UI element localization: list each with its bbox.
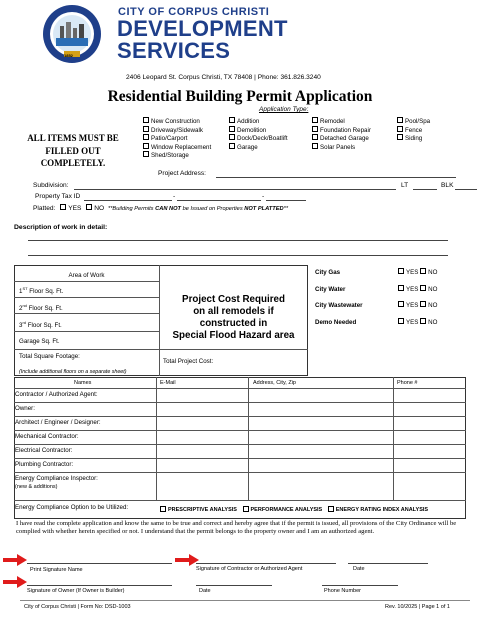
application-type-col-4 — [397, 118, 430, 144]
plat-note: **Building Permits CAN NOT be Issued on Properties NOT PLATTED** — [108, 206, 289, 212]
date-field-1[interactable] — [348, 563, 428, 564]
utility-demo-needed-options[interactable]: YES NO — [398, 319, 437, 326]
platted-no[interactable]: NO — [86, 205, 104, 212]
tax-id-label: Property Tax ID — [35, 193, 81, 200]
energy-option-performance[interactable]: PERFORMANCE ANALYSIS — [243, 507, 323, 513]
checkbox-window-replacement[interactable]: Window Replacement — [143, 144, 211, 153]
tax-id-dash-2: - — [262, 193, 265, 200]
seal-year: 1852 — [64, 53, 73, 58]
utility-city-gas-label: City Gas — [315, 269, 341, 276]
project-address-label: Project Address: — [158, 170, 207, 177]
checkbox-shed-storage[interactable]: Shed/Storage — [143, 152, 211, 161]
floor2-label: 2nd Floor Sq. Ft. — [19, 303, 63, 313]
page-title: Residential Building Permit Application — [107, 88, 373, 105]
utility-demo-needed-label: Demo Needed — [315, 319, 357, 326]
phone-number-field[interactable] — [322, 585, 398, 586]
checkbox-patio-carport[interactable]: Patio/Carport — [143, 135, 211, 144]
lt-field[interactable] — [413, 189, 437, 190]
application-type-label: Application Type: — [259, 106, 309, 113]
contacts-table — [14, 377, 466, 519]
contractor-signature-label: Signature of Contractor or Authorized Agent — [196, 566, 303, 572]
contacts-row-contractor[interactable]: Contractor / Authorized Agent: — [15, 391, 98, 398]
tax-id-field-1[interactable] — [84, 200, 172, 201]
tax-id-field-3[interactable] — [266, 200, 306, 201]
print-signature-name-field[interactable] — [27, 563, 172, 564]
checkbox-driveway-sidewalk[interactable]: Driveway/Sidewalk — [143, 127, 211, 136]
contacts-row-plumbing[interactable]: Plumbing Contractor: — [15, 461, 74, 468]
contacts-row-architect[interactable]: Architect / Engineer / Designer: — [15, 419, 101, 426]
checkbox-dock-deck-boatlift[interactable]: Dock/Deck/Boatlift — [229, 135, 288, 144]
department-name-line1: DEVELOPMENT — [117, 16, 288, 41]
subdivision-field[interactable] — [74, 189, 396, 190]
contacts-row-electrical[interactable]: Electrical Contractor: — [15, 447, 73, 454]
contractor-signature-field[interactable] — [196, 563, 336, 564]
application-type-col-3 — [312, 118, 371, 152]
project-address-field[interactable] — [216, 177, 456, 178]
date-field-2[interactable] — [196, 585, 272, 586]
checkbox-remodel[interactable]: Remodel — [312, 118, 371, 127]
lt-label: LT — [401, 182, 409, 189]
description-label: Description of work in detail: — [14, 224, 108, 231]
floor1-label: 1ST Floor Sq. Ft. — [19, 286, 64, 296]
energy-option-prescriptive[interactable]: PRESCRIPTIVE ANALYSIS — [160, 507, 237, 513]
garage-label: Garage Sq. Ft. — [19, 338, 60, 345]
tax-id-field-2[interactable] — [177, 200, 261, 201]
energy-option-label: Energy Compliance Option to be Utilized: — [15, 504, 129, 511]
utility-city-wastewater-label: City Wastewater — [315, 302, 363, 309]
checkbox-addition[interactable]: Addition — [229, 118, 288, 127]
energy-options — [160, 507, 428, 513]
owner-signature-field[interactable] — [27, 585, 172, 586]
total-sq-ft-label: Total Square Footage: — [19, 353, 80, 360]
utility-city-water-label: City Water — [315, 286, 346, 293]
platted-label: Platted: — [33, 205, 56, 212]
checkbox-foundation-repair[interactable]: Foundation Repair — [312, 127, 371, 136]
utility-city-water-options[interactable]: YES NO — [398, 286, 437, 293]
checkbox-garage[interactable]: Garage — [229, 144, 288, 153]
contacts-row-mechanical[interactable]: Mechanical Contractor: — [15, 433, 79, 440]
signature-arrow-icon-1 — [2, 553, 28, 572]
blk-field[interactable] — [455, 189, 477, 190]
footer-form-number: City of Corpus Christi | Form No: DSD-1003 — [24, 604, 131, 610]
all-items-notice: ALL ITEMS MUST BE FILLED OUT COMPLETELY. — [27, 133, 119, 168]
checkbox-siding[interactable]: Siding — [397, 135, 430, 144]
contacts-header-address: Address, City, Zip — [253, 380, 296, 386]
subdivision-label: Subdivision: — [33, 182, 69, 189]
date-label-1: Date — [353, 566, 365, 572]
area-of-work-header: Area of Work — [68, 272, 105, 279]
checkbox-detached-garage[interactable]: Detached Garage — [312, 135, 371, 144]
agreement-text: I have read the complete application and know the same to be true and correct and hereby agree that if the permit is issued, all provisions of the City Ordinance will be complied with whether herein specified or not. I understand that the permit belongs to the property owner and I am an authorized agent. — [16, 520, 457, 536]
checkbox-fence[interactable]: Fence — [397, 127, 430, 136]
utility-city-gas-options[interactable]: YES NO — [398, 269, 437, 276]
platted-row — [33, 205, 104, 212]
signature-arrow-icon-3 — [2, 575, 28, 594]
city-name: CITY OF CORPUS CHRISTI — [118, 6, 270, 18]
project-cost-required: Project Cost Required on all remodels if constructed in Special Flood Hazard area — [172, 294, 295, 341]
description-line-1[interactable] — [28, 240, 448, 241]
utility-city-wastewater-options[interactable]: YES NO — [398, 302, 437, 309]
department-name-line2: SERVICES — [117, 38, 231, 63]
header-address: 2406 Leopard St. Corpus Christi, TX 78408 | Phone: 361.826.3240 — [126, 74, 321, 81]
owner-signature-label: Signature of Owner (If Owner is Builder) — [27, 588, 125, 594]
total-project-cost-label: Total Project Cost: — [163, 358, 214, 365]
application-type-col-2 — [229, 118, 288, 152]
checkbox-solar-panels[interactable]: Solar Panels — [312, 144, 371, 153]
checkbox-demolition[interactable]: Demolition — [229, 127, 288, 136]
contacts-header-email: E-Mail — [160, 380, 176, 386]
footer-divider — [20, 600, 470, 601]
contacts-header-phone: Phone # — [397, 380, 418, 386]
blk-label: BLK — [441, 182, 454, 189]
phone-number-label: Phone Number — [324, 588, 361, 594]
application-type-col-1 — [143, 118, 211, 161]
date-label-2: Date — [199, 588, 211, 594]
energy-option-rating-index[interactable]: ENERGY RATING INDEX ANALYSIS — [328, 507, 428, 513]
total-sq-ft-note: (Include additional floors on a separate sheet) — [19, 369, 127, 375]
contacts-row-owner[interactable]: Owner: — [15, 405, 35, 412]
checkbox-pool-spa[interactable]: Pool/Spa — [397, 118, 430, 127]
contacts-header-names: Names — [74, 380, 92, 386]
tax-id-dash-1: - — [173, 193, 176, 200]
description-line-2[interactable] — [28, 255, 448, 256]
checkbox-new-construction[interactable]: New Construction — [143, 118, 211, 127]
footer-revision: Rev. 10/2025 | Page 1 of 1 — [385, 604, 450, 610]
print-signature-name-label: Print Signature Name — [30, 567, 83, 573]
floor3-label: 3rd Floor Sq. Ft. — [19, 320, 62, 330]
contacts-row-energy-inspector[interactable]: Energy Compliance Inspector: (new & additions) — [15, 475, 98, 490]
platted-yes[interactable]: YES — [60, 205, 81, 212]
